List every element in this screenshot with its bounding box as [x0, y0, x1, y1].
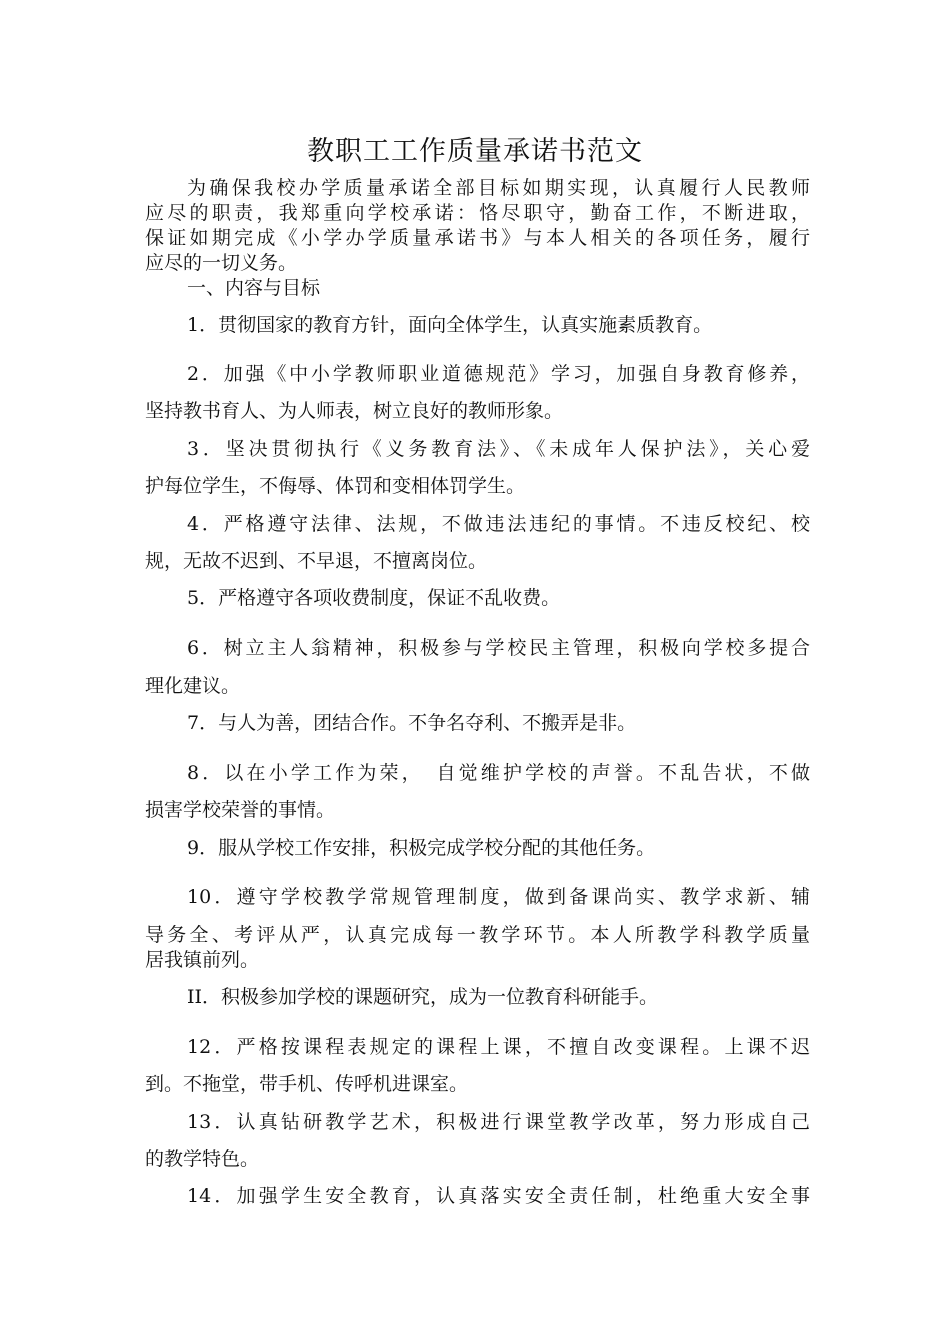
- item-line: 9．服从学校工作安排，积极完成学校分配的其他任务。: [187, 837, 656, 859]
- item-line: 6．树立主人翁精神，积极参与学校民主管理，积极向学校多提合: [187, 637, 810, 659]
- item-line: 的教学特色。: [145, 1148, 260, 1170]
- item-line: 居我镇前列。: [145, 949, 260, 971]
- item-line: 5．严格遵守各项收费制度，保证不乱收费。: [187, 587, 561, 609]
- item-line: 1．贯彻国家的教育方针，面向全体学生，认真实施素质教育。: [187, 314, 713, 336]
- intro-line: 应尽的职责，我郑重向学校承诺：恪尽职守，勤奋工作，不断进取，: [145, 202, 810, 224]
- item-line: 坚持教书育人、为人师表，树立良好的教师形象。: [145, 400, 564, 422]
- item-line: 损害学校荣誉的事情。: [145, 799, 336, 821]
- item-line: 8．以在小学工作为荣， 自觉维护学校的声誉。不乱告状，不做: [187, 762, 810, 784]
- document-title: 教职工工作质量承诺书范文: [307, 136, 643, 167]
- item-line: 7．与人为善，团结合作。不争名夺利、不搬弄是非。: [187, 712, 637, 734]
- item-line: 到。不拖堂，带手机、传呼机进课室。: [145, 1073, 469, 1095]
- item-line: 导务全、考评从严，认真完成每一教学环节。本人所教学科教学质量: [145, 924, 810, 946]
- item-line: 规，无故不迟到、不早退，不擅离岗位。: [145, 550, 488, 572]
- intro-line: 为确保我校办学质量承诺全部目标如期实现，认真履行人民教师: [187, 177, 810, 199]
- item-line: 4．严格遵守法律、法规，不做违法违纪的事情。不违反校纪、校: [187, 513, 810, 535]
- intro-line: 应尽的一切义务。: [145, 252, 298, 274]
- item-line: II．积极参加学校的课题研究，成为一位教育科研能手。: [187, 986, 659, 1008]
- item-line: 13．认真钻研教学艺术，积极进行课堂教学改革，努力形成自己: [187, 1111, 810, 1133]
- section-heading: 一、内容与目标: [187, 277, 321, 299]
- item-line: 12．严格按课程表规定的课程上课，不擅自改变课程。上课不迟: [187, 1036, 810, 1058]
- item-line: 3．坚决贯彻执行《义务教育法》、《未成年人保护法》，关心爱: [187, 438, 810, 460]
- item-line: 2．加强《中小学教师职业道德规范》学习，加强自身教育修养，: [187, 363, 810, 385]
- item-line: 10．遵守学校教学常规管理制度，做到备课尚实、教学求新、辅: [187, 886, 810, 908]
- item-line: 护每位学生，不侮辱、体罚和变相体罚学生。: [145, 475, 526, 497]
- intro-line: 保证如期完成《小学办学质量承诺书》与本人相关的各项任务，履行: [145, 227, 810, 249]
- item-line: 理化建议。: [145, 675, 241, 697]
- item-line: 14．加强学生安全教育，认真落实安全责任制，杜绝重大安全事: [187, 1185, 810, 1207]
